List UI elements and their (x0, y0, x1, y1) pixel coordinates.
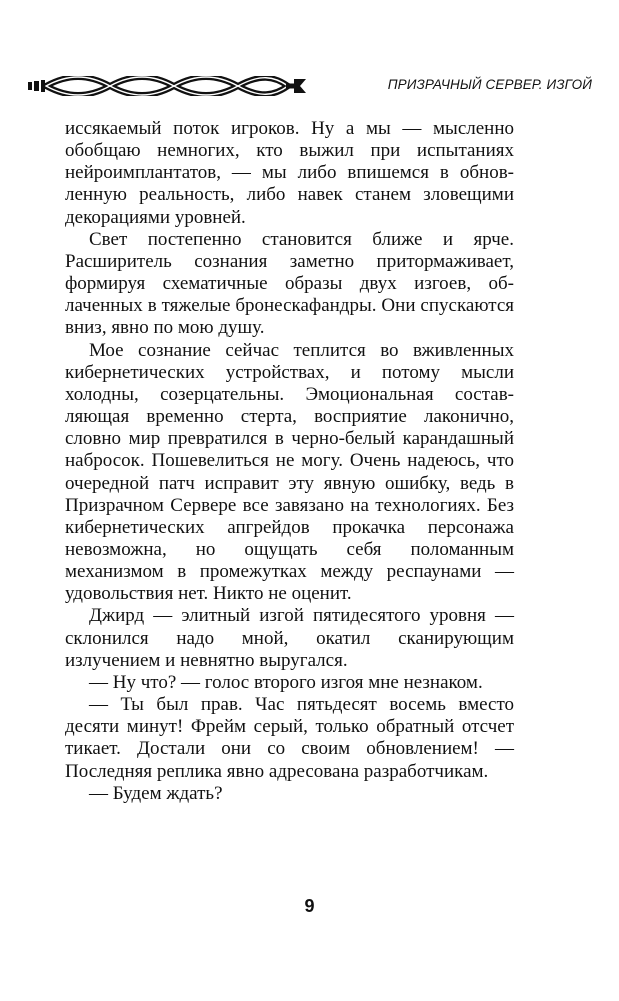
dialogue-line: — Будем ждать? (89, 782, 223, 804)
twisted-rope-ornament-icon (28, 76, 308, 96)
paragraph: Джирд — элитный изгой пятидесятого уровня — склонился надо мной, окатил сканирующим излучением и невнятно выругался. (65, 605, 514, 671)
paragraph: Мое сознание сейчас теплится во вживленных кибернетических устройствах, и потому мысли холодны, созерцательны. Эмоциональная составляющая временно стерта, восприятие лаконично, словно мир превратился в черно-белый карандашный набросок. Пошевелиться не могу. Очень надеюсь, что очередной патч исправит эту явную ошибку, ведь в Призрачном Сервере все завязано на технологиях. Без кибернетических апгрейдов прокачка персонажа невозможна, но ощущать себя поломанным механизмом в промежутках между респаунами — удовольствия нет. Никто не оценит. (65, 339, 514, 605)
page-number: 9 (304, 896, 315, 916)
paragraph: Свет постепенно становится ближе и ярче. Расширитель сознания заметно притормаживает, формируя схематичные образы двух изгоев, облаченных в тяжелые бронескафандры. Они спускаются вниз, явно по мою душу. (65, 228, 514, 339)
dialogue-line: — Ну что? — голос второго изгоя мне незнаком. (89, 671, 483, 693)
paragraph: иссякаемый поток игроков. Ну а мы — мысленно обобщаю немногих, кто выжил при испытаниях нейроимплантатов, — мы либо впишемся в обновленную реальность, либо навек станем зловещими декорациями уровней. (65, 118, 514, 228)
body-text (65, 118, 514, 805)
dialogue-line: — Ты был прав. Час пятьдесят восемь вместо десяти минут! Фрейм серый, только обратный отсчет тикает. Достали они со своим обновлением! — Последняя реплика явно адресована разработчикам. (65, 694, 514, 782)
running-header (28, 74, 592, 98)
running-title: ПРИЗРАЧНЫЙ СЕРВЕР. ИЗГОЙ (387, 77, 592, 92)
